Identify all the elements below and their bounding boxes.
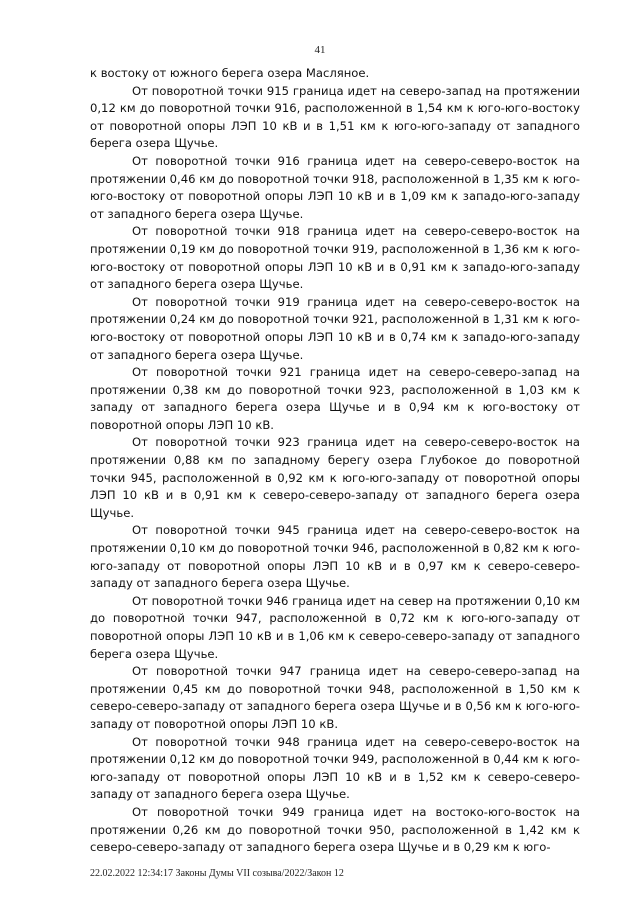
paragraph: От поворотной точки 915 граница идет на северо-запад на протяжении 0,12 км до поворотной точки 916, расположенной в 1,54 км к юго-юго-востоку от поворотной опоры ЛЭП 10 кВ и в 1,51 км к юго-юго-западу от западного берега озера Щучье. (90, 83, 580, 151)
paragraph: От поворотной точки 919 граница идет на северо-северо-восток на протяжении 0,24 км до поворотной точки 921, расположенной в 1,31 км к юго-юго-востоку от поворотной опоры ЛЭП 10 кВ и в 0,74 км к западо-юго-западу от западного берега озера Щучье. (90, 294, 580, 362)
paragraph: к востоку от южного берега озера Масляное. (90, 66, 370, 80)
document-body (90, 65, 580, 857)
page-footer: 22.02.2022 12:34:17 Законы Думы VII созыва/2022/Закон 12 (90, 868, 344, 879)
paragraph: От поворотной точки 918 граница идет на северо-северо-восток на протяжении 0,19 км до поворотной точки 919, расположенной в 1,36 км к юго-юго-востоку от поворотной опоры ЛЭП 10 кВ и в 0,91 км к западо-юго-западу от западного берега озера Щучье. (90, 224, 580, 292)
paragraph: От поворотной точки 921 граница идет на северо-северо-запад на протяжении 0,38 км до поворотной точки 923, расположенной в 1,03 км к западу от западного берега озера Щучье и в 0,94 км к юго-востоку от поворотной опоры ЛЭП 10 кВ. (90, 365, 580, 432)
paragraph: От поворотной точки 947 граница идет на северо-северо-запад на протяжении 0,45 км до поворотной точки 948, расположенной в 1,50 км к северо-северо-западу от западного берега озера Щучье и в 0,56 км к юго-юго-западу от поворотной опоры ЛЭП 10 кВ. (90, 664, 580, 731)
page-number: 41 (314, 44, 326, 56)
paragraph: От поворотной точки 945 граница идет на северо-северо-восток на протяжении 0,10 км до поворотной точки 946, расположенной в 0,82 км к юго-юго-западу от поворотной опоры ЛЭП 10 кВ и в 0,97 км к северо-северо-западу от западного берега озера Щучье. (90, 523, 580, 591)
paragraph: От поворотной точки 948 граница идет на северо-северо-восток на протяжении 0,12 км до поворотной точки 949, расположенной в 0,44 км к юго-юго-западу от поворотной опоры ЛЭП 10 кВ и в 1,52 км к северо-северо-западу от западного берега озера Щучье. (90, 734, 580, 802)
paragraph: От поворотной точки 923 граница идет на северо-северо-восток на протяжении 0,88 км по западному берегу озера Глубокое до поворотной точки 945, расположенной в 0,92 км к юго-юго-западу от поворотной опоры ЛЭП 10 кВ и в 0,91 км к северо-северо-западу от западного берега озера Щучье. (90, 435, 580, 520)
paragraph: От поворотной точки 949 граница идет на востоко-юго-восток на протяжении 0,26 км до поворотной точки 950, расположенной в 1,42 км к северо-северо-западу от западного берега озера Щучье и в 0,29 км к юго- (90, 804, 580, 855)
paragraph: От поворотной точки 946 граница идет на север на протяжении 0,10 км до поворотной точки 947, расположенной в 0,72 км к юго-юго-западу от поворотной опоры ЛЭП 10 кВ и в 1,06 км к северо-северо-западу от западного берега озера Щучье. (90, 593, 580, 661)
paragraph: От поворотной точки 916 граница идет на северо-северо-восток на протяжении 0,46 км до поворотной точки 918, расположенной в 1,35 км к юго-юго-востоку от поворотной опоры ЛЭП 10 кВ и в 1,09 км к западо-юго-западу от западного берега озера Щучье. (90, 153, 580, 221)
